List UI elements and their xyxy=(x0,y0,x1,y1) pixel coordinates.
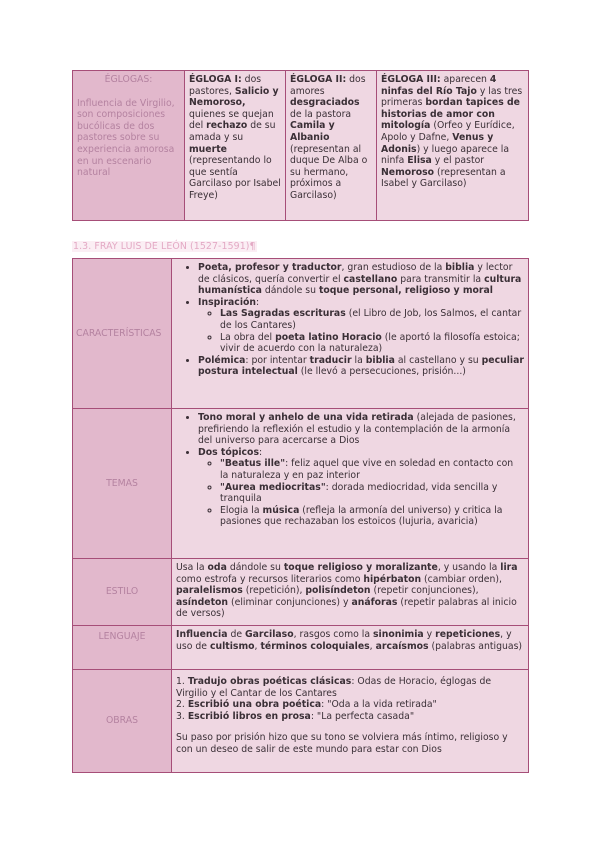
list-item: ◦ "Beatus ille": feliz aquel que vive en soledad en contacto con la naturaleza y en paz interior xyxy=(220,458,524,481)
list-item: • Inspiración: ◦ Las Sagradas escrituras (el Libro de Job, los Salmos, el cantar de los Cantares) ◦ La obra del poeta latino Horacio (le aportó la filosofía estoica; vivir de acuerdo con la naturaleza) xyxy=(198,297,524,355)
egloga-3-cell: ÉGLOGA III: aparecen 4 ninfas del Río Tajo y las tres primeras bordan tapices de historias de amor con mitología (Orfeo y Eurídice, Apolo y Dafne, Venus y Adonis) y luego aparece la ninfa Elisa y el pastor Nemoroso (representan a Isabel y Garcilaso) xyxy=(377,71,529,221)
egloga-1-cell: ÉGLOGA I: dos pastores, Salicio y Nemoroso, quienes se quejan del rechazo de su amada y su muerte (representando lo que sentía Garcilaso por Isabel Freye) xyxy=(185,71,286,221)
content-estilo: Usa la oda dándole su toque religioso y moralizante, y usando la lira como estrofa y recursos literarios como hipérbaton (cambiar orden), paralelismos (repetición), polisíndeton (repetir conjunciones), asíndeton (eliminar conjunciones) y anáforas (repetir palabras al inicio de versos) xyxy=(172,559,529,626)
label-obras: OBRAS xyxy=(73,670,172,773)
eglogas-description: Influencia de Virgilio, son composiciones bucólicas de dos pastores sobre su experiencia amorosa en un escenario natural xyxy=(77,97,175,179)
fray-luis-table xyxy=(72,258,529,773)
list-item: ◦ Las Sagradas escrituras (el Libro de Job, los Salmos, el cantar de los Cantares) xyxy=(220,308,524,331)
list-item: • Tono moral y anhelo de una vida retirada (alejada de pasiones, prefiriendo la reflexión el estudio y la contemplación de la armonía del universo para acercarse a Dios xyxy=(198,412,524,447)
row-temas xyxy=(73,409,529,559)
eglogas-table xyxy=(72,70,529,221)
label-lenguaje: LENGUAJE xyxy=(73,626,172,670)
row-estilo xyxy=(73,559,529,626)
content-temas xyxy=(172,409,529,559)
list-item: • Polémica: por intentar traducir la biblia al castellano y su peculiar postura intelectual (le llevó a persecuciones, prisión...) xyxy=(198,355,524,378)
egloga-2-cell: ÉGLOGA II: dos amores desgraciados de la pastora Camila y Albanio (representan al duque De Alba o su hermano, próximos a Garcilaso) xyxy=(286,71,377,221)
obras-line-2: 2. Escribió una obra poética: "Oda a la vida retirada" xyxy=(176,699,437,711)
content-caracteristicas xyxy=(172,259,529,409)
section-heading: 1.3. FRAY LUIS DE LEÓN (1527-1591)¶ xyxy=(73,241,256,252)
list-item: • Poeta, profesor y traductor, gran estudioso de la biblia y lector de clásicos, quería convertir el castellano para transmitir la cultura humanística dándole su toque personal, religioso y moral xyxy=(198,262,524,297)
label-caracteristicas: CARACTERÍSTICAS xyxy=(73,259,172,409)
label-temas: TEMAS xyxy=(73,409,172,559)
eglogas-label: ÉGLOGAS: xyxy=(104,74,153,85)
list-item: ◦ Elogia la música (refleja la armonía del universo) y critica la pasiones que rechazaban los estoicos (lujuria, avaricia) xyxy=(220,505,524,528)
eglogas-label-cell xyxy=(73,71,185,221)
content-obras xyxy=(172,670,529,773)
label-estilo: ESTILO xyxy=(73,559,172,626)
obras-line-1: 1. Tradujo obras poéticas clásicas: Odas de Horacio, églogas de Virgilio y el Cantar de los Cantares xyxy=(176,676,492,699)
list-item: ◦ La obra del poeta latino Horacio (le aportó la filosofía estoica; vivir de acuerdo con la naturaleza) xyxy=(220,332,524,355)
list-item: ◦ "Aurea mediocritas": dorada mediocridad, vida sencilla y tranquila xyxy=(220,482,524,505)
row-obras xyxy=(73,670,529,773)
row-caracteristicas xyxy=(73,259,529,409)
list-item: • Dos tópicos: ◦ "Beatus ille": feliz aquel que vive en soledad en contacto con la naturaleza y en paz interior ◦ "Aurea mediocritas": dorada mediocridad, vida sencilla y tranquila ◦ Elogia la música (refleja la armonía del universo) y critica la pasiones que rechazaban los estoicos (lujuria, avaricia) xyxy=(198,447,524,528)
obras-paragraph: Su paso por prisión hizo que su tono se volviera más íntimo, religioso y con un deseo de salir de este mundo para estar con Dios xyxy=(176,732,508,755)
obras-line-3: 3. Escribió libros en prosa: "La perfecta casada" xyxy=(176,710,415,722)
row-lenguaje xyxy=(73,626,529,670)
content-lenguaje: Influencia de Garcilaso, rasgos como la sinonimia y repeticiones, y uso de cultismo, términos coloquiales, arcaísmos (palabras antiguas) xyxy=(172,626,529,670)
